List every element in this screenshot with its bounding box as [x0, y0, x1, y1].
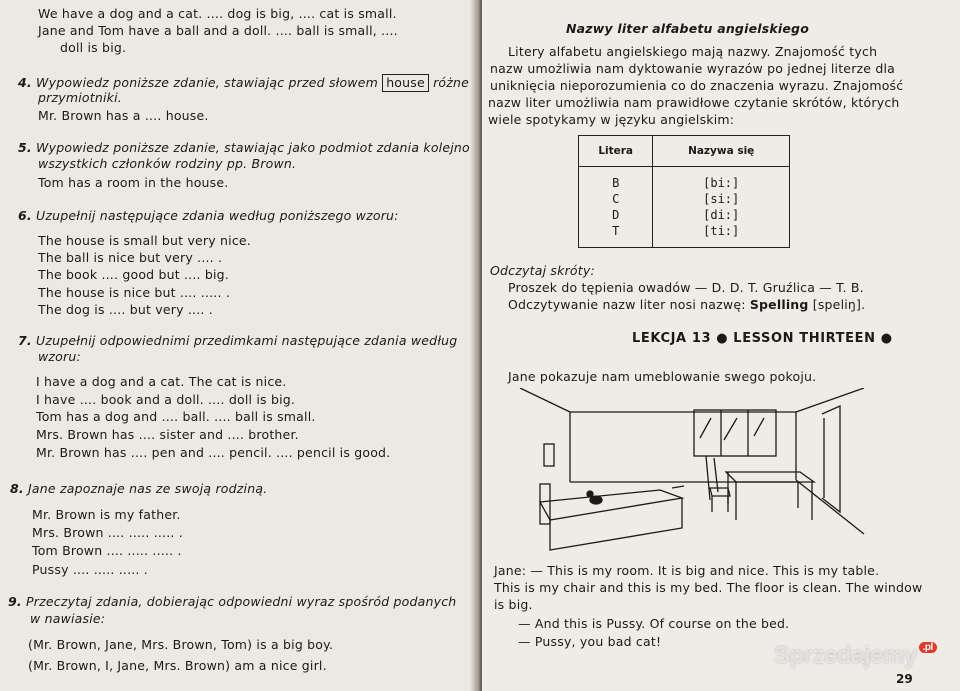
exercise-5-text-a: Wypowiedz poniższe zdanie, stawiając jako podmiot zdania kolejno	[36, 140, 470, 155]
page-number: 29	[896, 672, 913, 686]
exercise-5-number: 5.	[18, 140, 32, 155]
dialogue-line: is big.	[494, 597, 533, 612]
intro-line: nazw umożliwia nam dyktowanie wyrazów po jednej literze dla	[490, 61, 896, 76]
top-line-3: doll is big.	[60, 40, 127, 55]
spelling-word: Spelling	[749, 297, 809, 312]
exercise-9-line: (Mr. Brown, Jane, Mrs. Brown, Tom) is a big boy.	[28, 637, 334, 652]
table-header-letter: Litera	[579, 136, 653, 167]
exercise-7-instruction	[18, 333, 457, 349]
spelling-text: Odczytywanie nazw liter nosi nazwę:	[508, 297, 746, 312]
alphabet-heading: Nazwy liter alfabetu angielskiego	[566, 21, 809, 36]
exercise-7-text-a: Uzupełnij odpowiednimi przedimkami następujące zdania według	[36, 333, 458, 348]
exercise-6-line: The house is nice but .... ..... .	[38, 285, 230, 300]
exercise-4-example: Mr. Brown has a .... house.	[38, 108, 209, 123]
lesson-title: LEKCJA 13 ● LESSON THIRTEEN ●	[632, 331, 893, 346]
exercise-4-text-c: przymiotniki.	[38, 90, 122, 105]
left-page	[0, 0, 478, 691]
top-line-1: We have a dog and a cat. .... dog is big, .... cat is small.	[38, 6, 397, 21]
dialogue-line: — And this is Pussy. Of course on the bed.	[518, 616, 790, 631]
table-cell-name: [bi:]	[653, 167, 790, 192]
intro-line: wiele spotykamy w języku angielskim:	[488, 112, 735, 127]
table-cell-letter: C	[579, 191, 653, 207]
cat-head	[587, 491, 593, 497]
floor-edge-right	[796, 480, 864, 534]
table-cell-name: [di:]	[653, 207, 790, 223]
table-cell-name: [ti:]	[653, 223, 790, 248]
dialogue-line: Jane: — This is my room. It is big and nice. This is my table.	[494, 563, 880, 578]
exercise-8-number: 8.	[10, 481, 24, 496]
exercise-4-text-a: Wypowiedz poniższe zdanie, stawiając przed słowem	[36, 75, 378, 90]
room-illustration	[514, 388, 870, 558]
table-row	[579, 207, 790, 223]
exercise-8-line: Mrs. Brown .... ..... ..... .	[32, 525, 183, 540]
exercise-8-line: Mr. Brown is my father.	[32, 507, 181, 522]
exercise-6-line: The book .... good but .... big.	[38, 267, 229, 282]
chair-seat	[710, 488, 730, 496]
cat-body	[590, 496, 602, 504]
bed-frame	[550, 498, 682, 550]
exercise-7-text-b: wzoru:	[38, 349, 81, 364]
spelling-ipa: [speliŋ].	[812, 297, 866, 312]
exercise-6-text: Uzupełnij następujące zdania według poniższego wzoru:	[36, 208, 399, 223]
lesson-intro: Jane pokazuje nam umeblowanie swego pokoju.	[508, 369, 817, 384]
table-header-row	[579, 136, 790, 167]
top-line-2: Jane and Tom have a ball and a doll. .... ball is small, ....	[38, 23, 398, 38]
table-cell-letter: T	[579, 223, 653, 248]
intro-line: nazw liter umożliwia nam prawidłowe czytanie skrótów, których	[488, 95, 900, 110]
exercise-5-instruction	[18, 140, 470, 156]
table-row	[579, 223, 790, 248]
table-cell-letter: D	[579, 207, 653, 223]
ceiling-edge-right	[796, 388, 864, 412]
exercise-7-line: Mr. Brown has .... pen and .... pencil. .... pencil is good.	[36, 445, 391, 460]
exercise-7-line: Tom has a dog and .... ball. .... ball is small.	[36, 409, 316, 424]
boxed-word-house: house	[382, 74, 429, 92]
watermark-text: Sprzedajemy	[774, 642, 917, 669]
exercise-8-instruction	[10, 481, 267, 497]
table-row	[579, 167, 790, 192]
table-top	[726, 472, 814, 482]
exercise-4-number: 4.	[18, 75, 32, 90]
abbrev-line: Proszek do tępienia owadów — D. D. T. Gruźlica — T. B.	[508, 280, 864, 295]
exercise-9-line: (Mr. Brown, I, Jane, Mrs. Brown) am a nice girl.	[28, 658, 327, 673]
spelling-line	[508, 297, 865, 313]
exercise-7-line: Mrs. Brown has .... sister and .... brother.	[36, 427, 299, 442]
exercise-4-text-b: różne	[433, 75, 470, 90]
window-glint	[724, 418, 737, 440]
table-cell-letter: B	[579, 167, 653, 192]
dialogue-line: — Pussy, you bad cat!	[518, 634, 662, 649]
table-cell-name: [si:]	[653, 191, 790, 207]
wall-picture	[544, 444, 554, 466]
letter-names-table	[578, 135, 790, 248]
exercise-8-line: Pussy .... ..... ..... .	[32, 562, 148, 577]
exercise-9-text-a: Przeczytaj zdania, dobierając odpowiedni wyraz spośród podanych	[26, 594, 457, 609]
exercise-9-instruction	[8, 594, 456, 610]
chair-back	[714, 458, 718, 492]
chair-back	[706, 456, 710, 500]
door	[822, 406, 840, 512]
watermark-badge: .pl	[919, 642, 937, 653]
exercise-6-line: The dog is .... but very .... .	[38, 302, 213, 317]
exercise-9-text-b: w nawiasie:	[30, 611, 106, 626]
intro-line: Litery alfabetu angielskiego mają nazwy. Znajomość tych	[508, 44, 878, 59]
exercise-8-text: Jane zapoznaje nas ze swoją rodziną.	[28, 481, 268, 496]
watermark-logo	[774, 642, 937, 670]
bed-footboard	[672, 486, 684, 488]
window-glint	[700, 418, 711, 438]
exercise-7-line: I have a dog and a cat. The cat is nice.	[36, 374, 287, 389]
exercise-9-number: 9.	[8, 594, 22, 609]
exercise-7-number: 7.	[18, 333, 32, 348]
table-row	[579, 191, 790, 207]
exercise-6-number: 6.	[18, 208, 32, 223]
dialogue-line: This is my chair and this is my bed. The floor is clean. The window	[494, 580, 923, 595]
abbrev-label: Odczytaj skróty:	[490, 263, 595, 278]
bed-top	[540, 490, 682, 520]
exercise-5-example: Tom has a room in the house.	[38, 175, 229, 190]
exercise-6-instruction	[18, 208, 399, 224]
intro-line: uniknięcia nieporozumienia co do znaczenia wyrazu. Znajomość	[490, 78, 904, 93]
window-frame	[694, 410, 776, 456]
exercise-5-text-b: wszystkich członków rodziny pp. Brown.	[38, 156, 297, 171]
ceiling-edge-left	[520, 388, 570, 412]
table-header-name: Nazywa się	[653, 136, 790, 167]
window-glint	[754, 418, 764, 436]
exercise-7-line: I have .... book and a doll. .... doll is big.	[36, 392, 296, 407]
exercise-6-line: The house is small but very nice.	[38, 233, 251, 248]
exercise-8-line: Tom Brown .... ..... ..... .	[32, 543, 182, 558]
exercise-6-line: The ball is nice but very .... .	[38, 250, 223, 265]
